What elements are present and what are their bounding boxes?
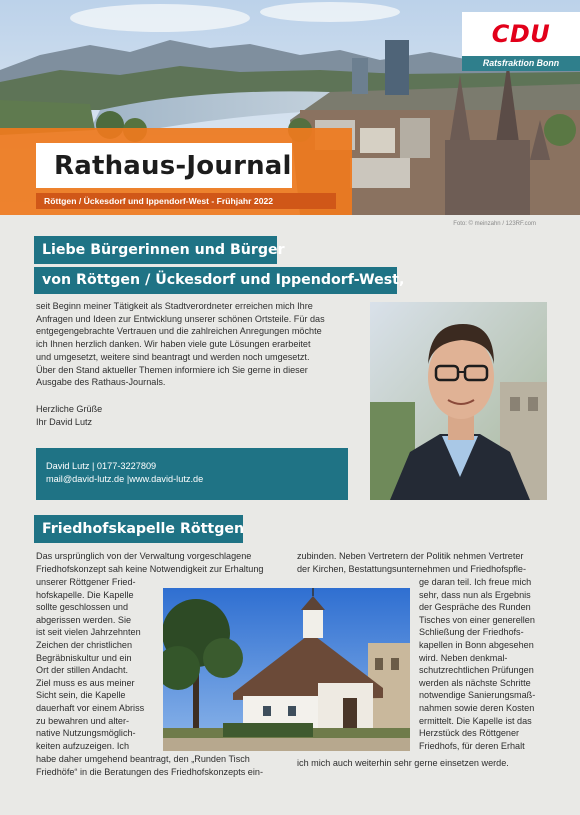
journal-title: Rathaus-Journal bbox=[54, 151, 292, 181]
contact-box bbox=[36, 448, 348, 500]
article-line: nahmen sowie deren Kosten bbox=[419, 702, 535, 713]
article-right-narrow bbox=[419, 576, 535, 752]
logo-subtitle: Ratsfraktion Bonn bbox=[462, 56, 580, 71]
article-right-bottom bbox=[297, 757, 509, 770]
intro-text bbox=[36, 300, 358, 389]
article-line: werden als nächste Schritte bbox=[419, 677, 531, 688]
article-line: zu bewahren und alter- bbox=[36, 715, 130, 726]
article-line: notwendige Sanierungsmaß- bbox=[419, 690, 536, 701]
contact-phone-line[interactable]: David Lutz | 0177-3227809 bbox=[46, 461, 157, 471]
intro-line: Anfragen und Ideen zur Entwicklung unserer schönen Ortsteile. Für das bbox=[36, 313, 325, 324]
logo-text: CDU bbox=[491, 20, 551, 48]
article-line: kapellen in Bonn abgesehen bbox=[419, 639, 534, 650]
article-line: Schließung der Friedhofs- bbox=[419, 627, 524, 638]
intro-line: Über den Stand aktueller Themen informiere ich Sie gerne in dieser bbox=[36, 364, 308, 375]
article-line: ist seit vielen Jahrzehnten bbox=[36, 627, 141, 638]
article-line: dauerhaft vor einem Abriss bbox=[36, 702, 145, 713]
chapel-photo bbox=[163, 588, 410, 751]
article-line: unserer Röttgener Fried- bbox=[36, 577, 136, 587]
article-line: Tisches von einer generellen bbox=[419, 614, 535, 625]
article-line: zubinden. Neben Vertretern der Politik nehmen Vertreter bbox=[297, 551, 524, 561]
article-line: ermittelt. Die Kapelle ist das bbox=[419, 715, 532, 726]
article-left-bottom bbox=[36, 753, 263, 778]
article-line: Begräbniskultur und ein bbox=[36, 652, 132, 663]
article-line: der Gespräche des Runden bbox=[419, 602, 531, 613]
closing-text: Herzliche Grüße bbox=[36, 404, 103, 414]
closing-block bbox=[36, 403, 236, 428]
article-line: sehr, dass nun als Ergebnis bbox=[419, 589, 531, 600]
article-line: keiten aufzuzeigen. Ich bbox=[36, 740, 130, 751]
title-box bbox=[36, 143, 292, 188]
article-line: Das ursprünglich von der Verwaltung vorgeschlagene bbox=[36, 551, 252, 561]
intro-line: seit Beginn meiner Tätigkeit als Stadtverordneter erreichen mich Ihre bbox=[36, 301, 313, 311]
article-line: hofskapelle. Die Kapelle bbox=[36, 589, 134, 600]
article-line: Friedhöfe“ in die Beratungen des Friedhofskonzepts ein- bbox=[36, 766, 263, 777]
article-line: native Nutzungsmöglich- bbox=[36, 728, 136, 739]
article-line: wird. Neben denkmal- bbox=[419, 652, 508, 663]
article-line: Friedhofs, für deren Erhalt bbox=[419, 740, 525, 751]
article-line: Friedhofskonzept sah keine Notwendigkeit zur Erhaltung bbox=[36, 563, 264, 574]
contact-email-web-line[interactable]: mail@david-lutz.de |www.david-lutz.de bbox=[46, 474, 204, 484]
article-heading: Friedhofskapelle Röttgen bbox=[34, 515, 243, 543]
article-line: Ziel muss es aus meiner bbox=[36, 677, 135, 688]
greeting-heading-line2: von Röttgen / Ückesdorf und Ippendorf-West, bbox=[34, 267, 397, 294]
signature-text: Ihr David Lutz bbox=[36, 416, 93, 427]
article-left-narrow bbox=[36, 576, 144, 752]
article-line: Ort der stillen Andacht. bbox=[36, 665, 128, 676]
article-line: Zeichen der christlichen bbox=[36, 639, 133, 650]
article-line: sollte geschlossen und bbox=[36, 602, 129, 613]
edition-subtitle: Röttgen / Ückesdorf und Ippendorf-West - Frühjahr 2022 bbox=[36, 193, 336, 209]
article-line: ge daran teil. Ich freue mich bbox=[419, 577, 532, 587]
article-line: Sicht sein, die Kapelle bbox=[36, 690, 126, 701]
intro-line: und umgesetzt, weitere sind beantragt und werden noch umgesetzt. bbox=[36, 351, 310, 362]
article-line: habe daher umgehend beantragt, den „Runden Tisch bbox=[36, 754, 250, 764]
article-right-top bbox=[297, 550, 526, 575]
greeting-heading-line1: Liebe Bürgerinnen und Bürger bbox=[34, 236, 277, 264]
article-line: ich mich auch weiterhin sehr gerne einsetzen werde. bbox=[297, 758, 509, 768]
article-line: abgerissen werden. Sie bbox=[36, 614, 132, 625]
article-line: schutzrechtlichen Prüfungen bbox=[419, 665, 534, 676]
portrait-photo bbox=[370, 302, 547, 500]
intro-line: entgegengebrachte Vertrauen und die zahlreichen Anregungen möchte bbox=[36, 326, 322, 337]
article-line: Herzstück des Röttgener bbox=[419, 728, 520, 739]
photo-credit: Foto: © meinzahn / 123RF.com bbox=[453, 221, 536, 227]
cdu-logo bbox=[462, 12, 580, 56]
intro-line: Ausgabe des Rathaus-Journals. bbox=[36, 377, 166, 388]
article-left-top bbox=[36, 550, 263, 575]
article-line: der Kirchen, Bestattungsunternehmen und Friedhofspfle- bbox=[297, 563, 526, 574]
intro-line: ich Ihnen herzlich danken. Wir haben viele gute Lösungen erarbeitet bbox=[36, 339, 311, 350]
